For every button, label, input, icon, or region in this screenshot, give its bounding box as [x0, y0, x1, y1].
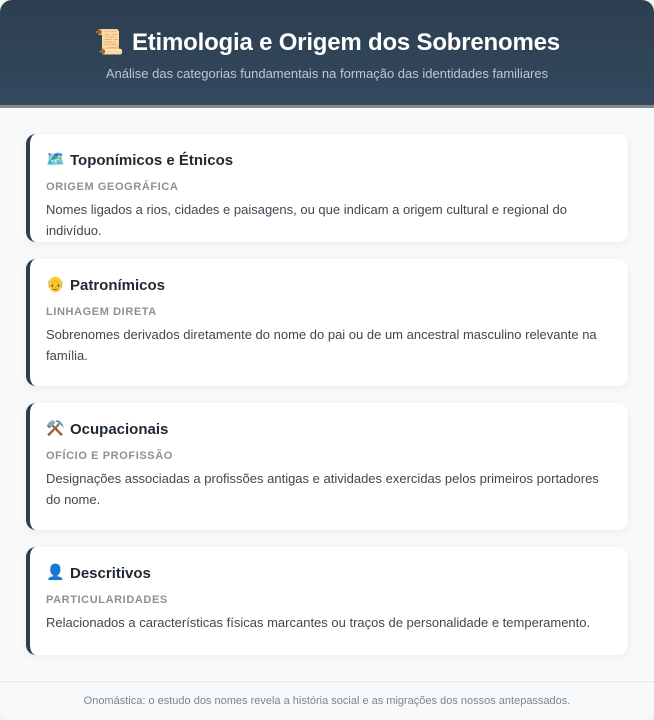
- hammer-pick-icon: ⚒️: [46, 420, 65, 437]
- page-title: Etimologia e Origem dos Sobrenomes: [131, 29, 560, 56]
- page-footer: Onomástica: o estudo dos nomes revela a história social e as migrações dos nossos antepassados.: [0, 681, 654, 720]
- category-card-toponimicos: [26, 134, 628, 242]
- card-tag: LINHAGEM DIRETA: [46, 306, 157, 318]
- category-card-ocupacionais: [26, 403, 628, 530]
- card-description: Nomes ligados a rios, cidades e paisagens, ou que indicam a origem cultural e regional do indivíduo.: [46, 202, 568, 238]
- card-tag: ORIGEM GEOGRÁFICA: [46, 181, 179, 193]
- scroll-icon: 📜: [94, 29, 124, 56]
- card-header: [46, 273, 612, 297]
- card-tag: PARTICULARIDADES: [46, 594, 168, 606]
- page-header: [0, 0, 654, 108]
- card-header: [46, 561, 612, 585]
- category-card-patronimicos: [26, 259, 628, 386]
- card-tag: OFÍCIO E PROFISSÃO: [46, 450, 173, 462]
- old-man-icon: 👴: [46, 276, 65, 293]
- page-subtitle: Análise das categorias fundamentais na formação das identidades familiares: [105, 66, 549, 81]
- card-description: Relacionados a características físicas marcantes ou traços de personalidade e temperamento.: [46, 615, 591, 630]
- card-title: Toponímicos e Étnicos: [70, 151, 234, 169]
- title-row: [0, 28, 654, 58]
- card-header: [46, 148, 612, 172]
- card-description: Designações associadas a profissões antigas e atividades exercidas pelos primeiros portadores do nome.: [46, 471, 599, 507]
- category-card-descritivos: [26, 547, 628, 655]
- map-icon: 🗺️: [46, 151, 65, 168]
- card-title: Descritivos: [70, 564, 151, 582]
- card-header: [46, 417, 612, 441]
- person-icon: 👤: [46, 564, 65, 581]
- card-title: Patronímicos: [70, 276, 166, 294]
- card-description: Sobrenomes derivados diretamente do nome do pai ou de um ancestral masculino relevante na família.: [46, 327, 597, 363]
- card-title: Ocupacionais: [70, 420, 169, 438]
- category-list: [0, 108, 654, 680]
